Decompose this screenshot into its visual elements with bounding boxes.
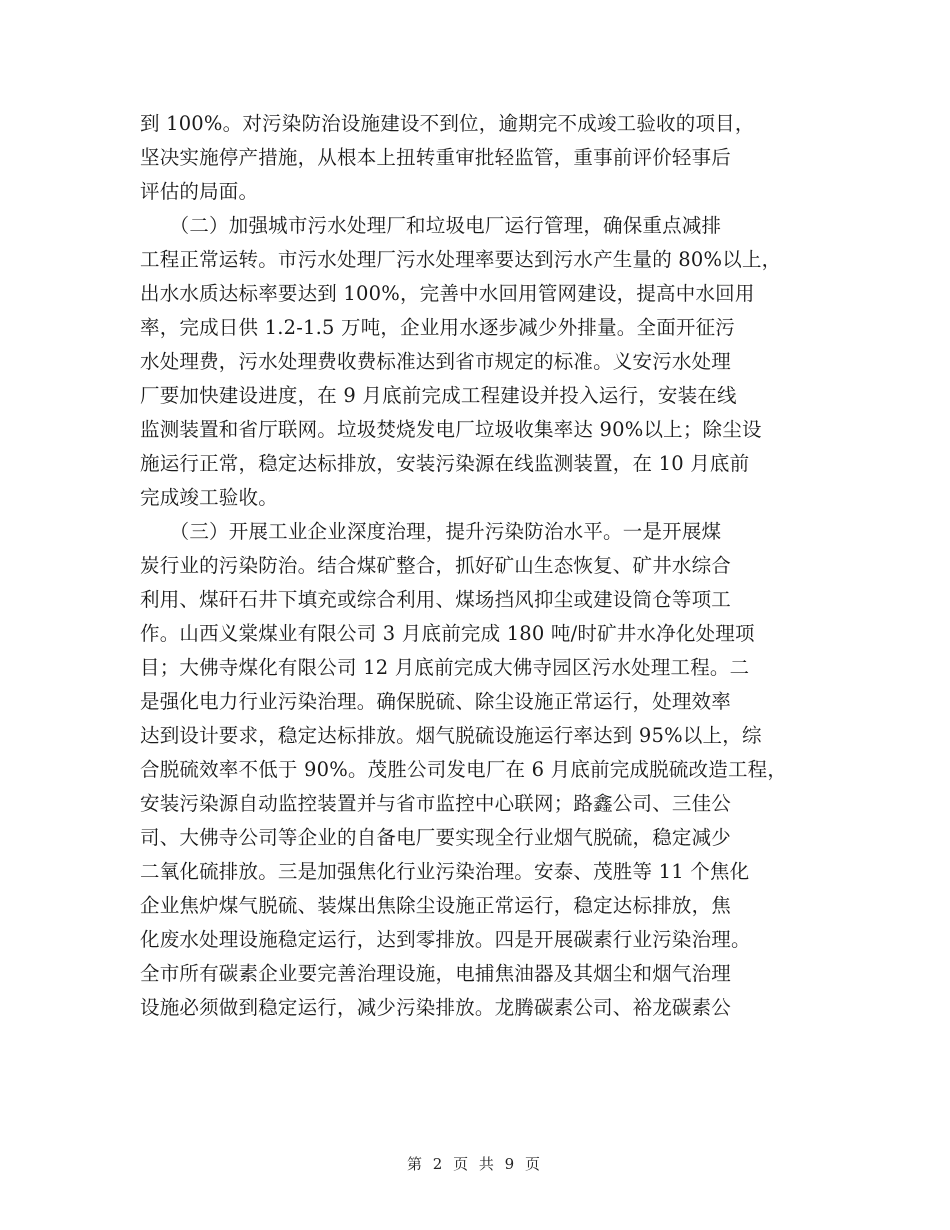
text-line: 目；大佛寺煤化有限公司 12 月底前完成大佛寺园区污水处理工程。二	[140, 656, 750, 679]
text-line: 坚决实施停产措施，从根本上扭转重审批轻监管，重事前评价轻事后	[140, 146, 732, 169]
text-line: 达到设计要求，稳定达标排放。烟气脱硫设施运行率达到 95%以上，综	[140, 724, 762, 747]
text-line: 评估的局面。	[140, 180, 259, 203]
text-line: 设施必须做到稳定运行，减少污染排放。龙腾碳素公司、裕龙碳素公	[140, 996, 732, 1019]
text-line: 二氧化硫排放。三是加强焦化行业污染治理。安泰、茂胜等 11 个焦化	[140, 860, 750, 883]
text-line: （二）加强城市污水处理厂和垃圾电厂运行管理，确保重点减排	[140, 214, 722, 237]
text-line: 炭行业的污染防治。结合煤矿整合，抓好矿山生态恢复、矿井水综合	[140, 554, 732, 577]
text-line: 合脱硫效率不低于 90%。茂胜公司发电厂在 6 月底前完成脱硫改造工程，	[140, 758, 788, 781]
text-line: 监测装置和省厅联网。垃圾焚烧发电厂垃圾收集率达 90%以上；除尘设	[140, 418, 762, 441]
text-line: 厂要加快建设进度，在 9 月底前完成工程建设并投入运行，安装在线	[140, 384, 737, 407]
text-line: 利用、煤矸石井下填充或综合利用、煤场挡风抑尘或建设筒仓等项工	[140, 588, 732, 611]
text-line: 到 100%。对污染防治设施建设不到位，逾期完不成竣工验收的项目，	[140, 112, 755, 135]
text-line: 出水水质达标率要达到 100%，完善中水回用管网建设，提高中水回用	[140, 282, 755, 305]
text-line: 安装污染源自动监控装置并与省市监控中心联网；路鑫公司、三佳公	[140, 792, 732, 815]
text-line: 企业焦炉煤气脱硫、装煤出焦除尘设施正常运行，稳定达标排放，焦	[140, 894, 732, 917]
text-line: 是强化电力行业污染治理。确保脱硫、除尘设施正常运行，处理效率	[140, 690, 732, 713]
text-line: 司、大佛寺公司等企业的自备电厂要实现全行业烟气脱硫，稳定减少	[140, 826, 732, 849]
page-footer: 第 2 页 共 9 页	[407, 1155, 543, 1173]
text-line: （三）开展工业企业深度治理，提升污染防治水平。一是开展煤	[140, 520, 722, 543]
text-line: 水处理费，污水处理费收费标准达到省市规定的标准。义安污水处理	[140, 350, 732, 373]
body-text	[140, 107, 830, 1025]
text-line: 全市所有碳素企业要完善治理设施，电捕焦油器及其烟尘和烟气治理	[140, 962, 732, 985]
text-line: 化废水处理设施稳定运行，达到零排放。四是开展碳素行业污染治理。	[140, 928, 751, 951]
text-line: 完成竣工验收。	[140, 486, 278, 509]
text-line: 工程正常运转。市污水处理厂污水处理率要达到污水产生量的 80%以上，	[140, 248, 782, 271]
text-line: 作。山西义棠煤业有限公司 3 月底前完成 180 吨/时矿井水净化处理项	[140, 622, 755, 645]
text-line: 率，完成日供 1.2-1.5 万吨，企业用水逐步减少外排量。全面开征污	[140, 316, 736, 339]
text-line: 施运行正常，稳定达标排放，安装污染源在线监测装置，在 10 月底前	[140, 452, 750, 475]
